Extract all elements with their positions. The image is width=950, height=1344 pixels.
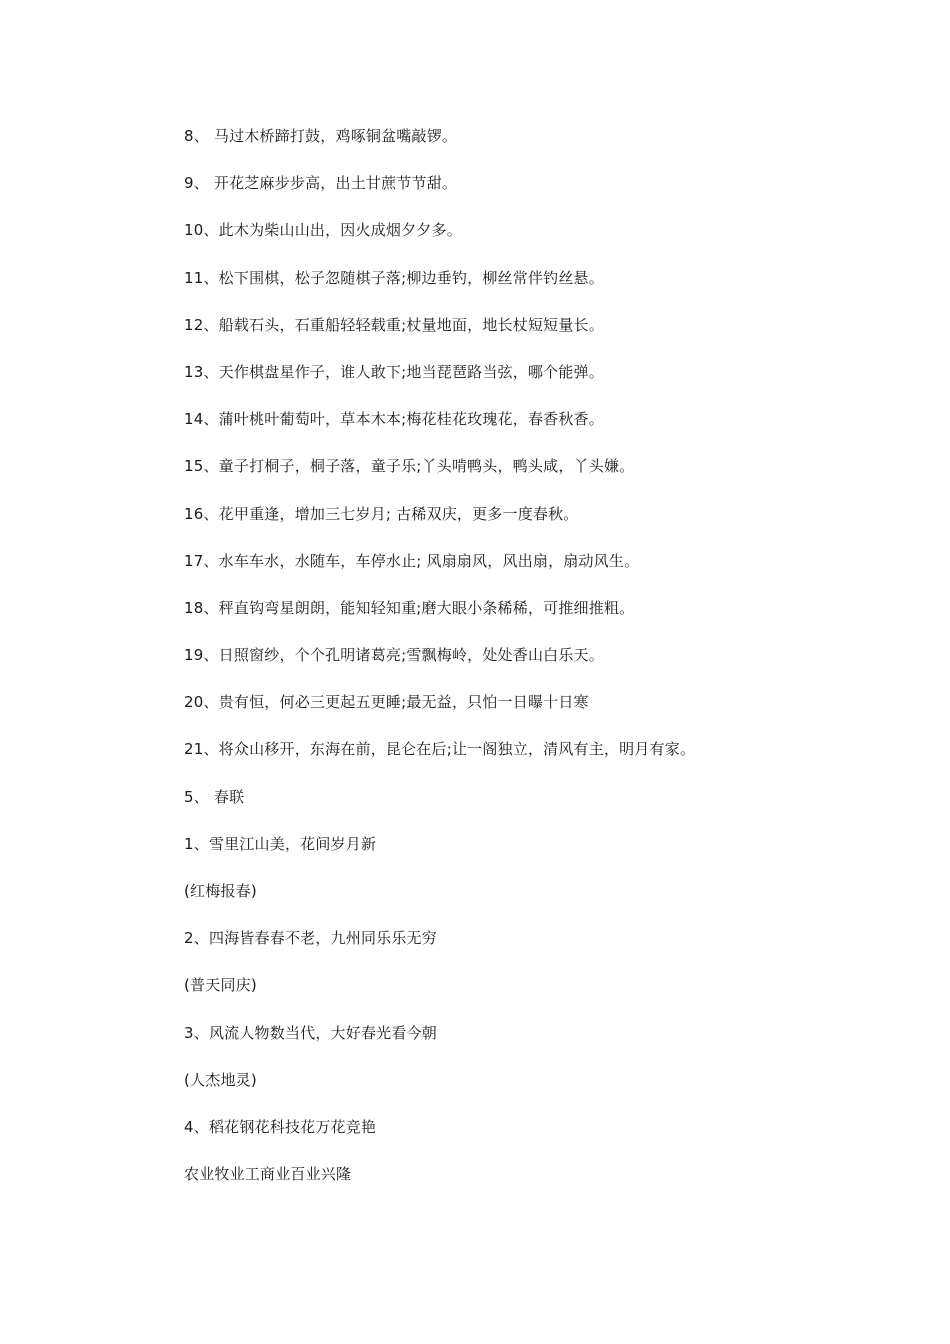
- couplet-line-13: 13、天作棋盘星作子，谁人敢下;地当琵琶路当弦，哪个能弹。: [184, 362, 604, 381]
- couplet-line-18: 18、秤直钩弯星朗朗，能知轻知重;磨大眼小条稀稀，可推细推粗。: [184, 598, 635, 617]
- couplet-line-10: 10、此木为柴山山出，因火成烟夕夕多。: [184, 221, 462, 240]
- document-body: [184, 121, 924, 1206]
- couplet-line-12: 12、船载石头，石重船轻轻载重;杖量地面，地长杖短短量长。: [184, 315, 604, 334]
- couplet-line-11: 11、松下围棋，松子忽随棋子落;柳边垂钓，柳丝常伴钓丝悬。: [184, 268, 604, 287]
- couplet-line-20: 20、贵有恒，何必三更起五更睡;最无益，只怕一日曝十日寒: [184, 693, 589, 712]
- section-heading-spring-couplets: 5、 春联: [184, 787, 245, 806]
- couplet-line-19: 19、日照窗纱，个个孔明诸葛亮;雪飘梅岭，处处香山白乐天。: [184, 646, 604, 665]
- spring-couplet-3: 3、风流人物数当代，大好春光看今朝: [184, 1023, 437, 1042]
- spring-couplet-4-upper: 4、稻花钢花科技花万花竞艳: [184, 1117, 377, 1136]
- couplet-line-17: 17、水车车水，水随车，车停水止; 风扇扇风，风出扇，扇动风生。: [184, 551, 640, 570]
- spring-couplet-4-lower: 农业牧业工商业百业兴隆: [184, 1165, 352, 1184]
- couplet-line-16: 16、花甲重逢，增加三七岁月; 古稀双庆，更多一度春秋。: [184, 504, 579, 523]
- spring-couplet-1: 1、雪里江山美，花间岁月新: [184, 834, 377, 853]
- spring-couplet-1-banner: (红梅报春): [184, 882, 257, 900]
- spring-couplet-2-banner: (普天同庆): [184, 976, 257, 995]
- couplet-line-9: 9、 开花芝麻步步高，出土甘蔗节节甜。: [184, 174, 458, 193]
- couplet-line-15: 15、童子打桐子，桐子落，童子乐;丫头啃鸭头，鸭头咸，丫头嫌。: [184, 457, 635, 476]
- couplet-line-8: 8、 马过木桥蹄打鼓，鸡啄铜盆嘴敲锣。: [184, 127, 458, 145]
- spring-couplet-2: 2、四海皆春春不老，九州同乐乐无穷: [184, 929, 437, 948]
- spring-couplet-3-banner: (人杰地灵): [184, 1070, 257, 1089]
- couplet-line-14: 14、蒲叶桃叶葡萄叶，草本木本;梅花桂花玫瑰花，春香秋香。: [184, 410, 604, 429]
- couplet-line-21: 21、将众山移开，东海在前，昆仑在后;让一阁独立，清风有主，明月有家。: [184, 740, 696, 759]
